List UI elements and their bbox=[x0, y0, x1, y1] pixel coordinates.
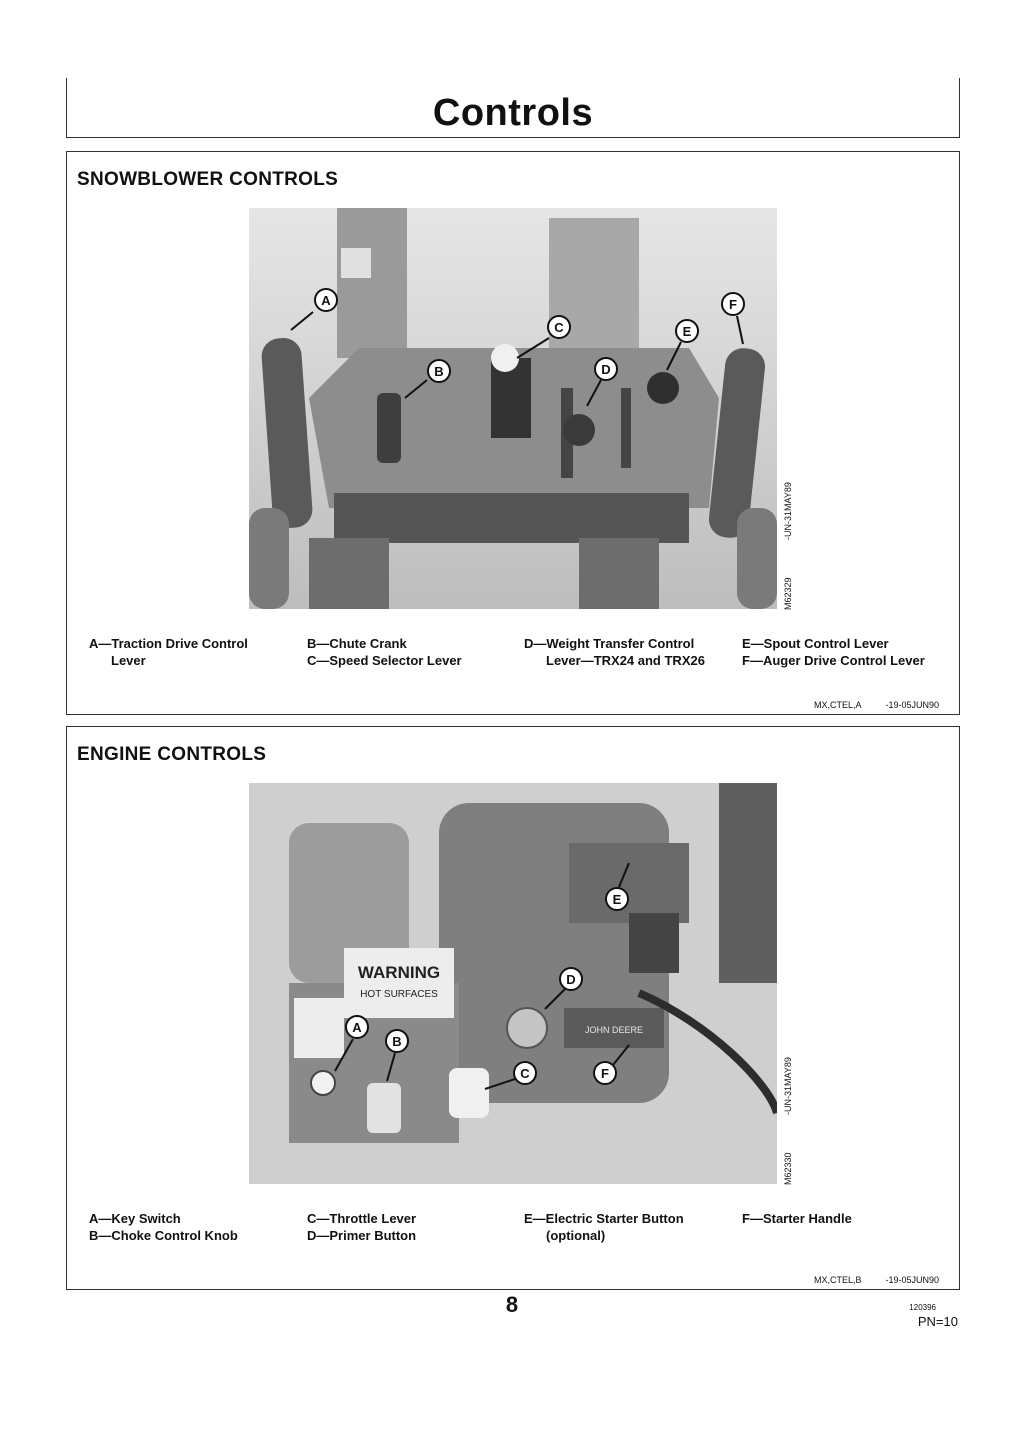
legend-col-4 bbox=[742, 635, 962, 669]
page-title: Controls bbox=[432, 92, 594, 134]
footer-code: 120396 bbox=[909, 1303, 936, 1312]
engine-controls-section bbox=[66, 726, 960, 1290]
legend-b: B—Chute Crank bbox=[307, 636, 407, 651]
callout-a: A bbox=[321, 293, 331, 308]
legend-col-3 bbox=[524, 635, 734, 669]
side-code-bottom: M62329 bbox=[783, 577, 793, 610]
callout-c: C bbox=[554, 320, 564, 335]
section-heading: SNOWBLOWER CONTROLS bbox=[77, 169, 339, 190]
legend-c: C—Throttle Lever bbox=[307, 1211, 417, 1226]
callout-d: D bbox=[601, 362, 611, 377]
brand-badge-text: JOHN DEERE bbox=[584, 1025, 644, 1035]
legend-col-1 bbox=[89, 1210, 289, 1244]
footer-pn: PN=10 bbox=[917, 1314, 958, 1329]
callout-c: C bbox=[520, 1066, 530, 1081]
page-number: 8 bbox=[505, 1292, 519, 1317]
page-title-box bbox=[66, 78, 960, 138]
snowblower-controls-section bbox=[66, 151, 960, 715]
callout-f: F bbox=[601, 1066, 609, 1081]
photo-side-code bbox=[773, 470, 813, 610]
legend-f: F—Auger Drive Control Lever bbox=[742, 653, 925, 668]
side-code-bottom: M62330 bbox=[783, 1152, 793, 1185]
legend-d: D—Primer Button bbox=[307, 1228, 417, 1243]
legend-a-cont: Lever bbox=[111, 653, 146, 668]
side-code-top: -UN-31MAY89 bbox=[783, 1057, 793, 1115]
callout-e: E bbox=[612, 892, 622, 907]
legend-a: A—Traction Drive Control bbox=[89, 636, 248, 651]
legend-e: E—Spout Control Lever bbox=[742, 636, 889, 651]
legend-d-cont: Lever—TRX24 and TRX26 bbox=[546, 653, 705, 668]
callout-b: B bbox=[392, 1034, 402, 1049]
ref-date: -19-05JUN90 bbox=[885, 1275, 939, 1285]
callout-b: B bbox=[434, 364, 444, 379]
legend-col-2 bbox=[307, 635, 507, 669]
legend-b: B—Choke Control Knob bbox=[89, 1228, 238, 1243]
callout-a: A bbox=[352, 1020, 362, 1035]
side-code-top: -UN-31MAY89 bbox=[783, 482, 793, 540]
legend-e-cont: (optional) bbox=[546, 1228, 606, 1243]
ref-date: -19-05JUN90 bbox=[885, 700, 939, 710]
legend-col-3 bbox=[524, 1210, 734, 1244]
legend-e: E—Electric Starter Button bbox=[524, 1211, 684, 1226]
photo-side-code bbox=[773, 1045, 813, 1185]
legend-c: C—Speed Selector Lever bbox=[307, 653, 462, 668]
ref-code: MX,CTEL,B bbox=[813, 1275, 862, 1285]
snowblower-illustration bbox=[249, 208, 777, 609]
legend-col-2 bbox=[307, 1210, 507, 1244]
callout-e: E bbox=[682, 324, 692, 339]
snowblower-controls-photo bbox=[249, 208, 777, 609]
engine-controls-photo bbox=[249, 783, 777, 1184]
legend-a: A—Key Switch bbox=[89, 1211, 181, 1226]
legend-d: D—Weight Transfer Control bbox=[524, 636, 695, 651]
legend-f: F—Starter Handle bbox=[742, 1211, 852, 1226]
reference-code bbox=[814, 1275, 939, 1285]
callout-d: D bbox=[566, 972, 576, 987]
engine-illustration bbox=[249, 783, 777, 1184]
callout-f: F bbox=[729, 297, 737, 312]
legend-col-4 bbox=[742, 1210, 962, 1227]
warning-decal-subtext: HOT SURFACES bbox=[360, 989, 438, 1000]
section-heading: ENGINE CONTROLS bbox=[77, 744, 267, 765]
warning-decal-text: WARNING bbox=[357, 963, 441, 982]
legend-col-1 bbox=[89, 635, 289, 669]
ref-code: MX,CTEL,A bbox=[813, 700, 862, 710]
reference-code bbox=[814, 700, 939, 710]
